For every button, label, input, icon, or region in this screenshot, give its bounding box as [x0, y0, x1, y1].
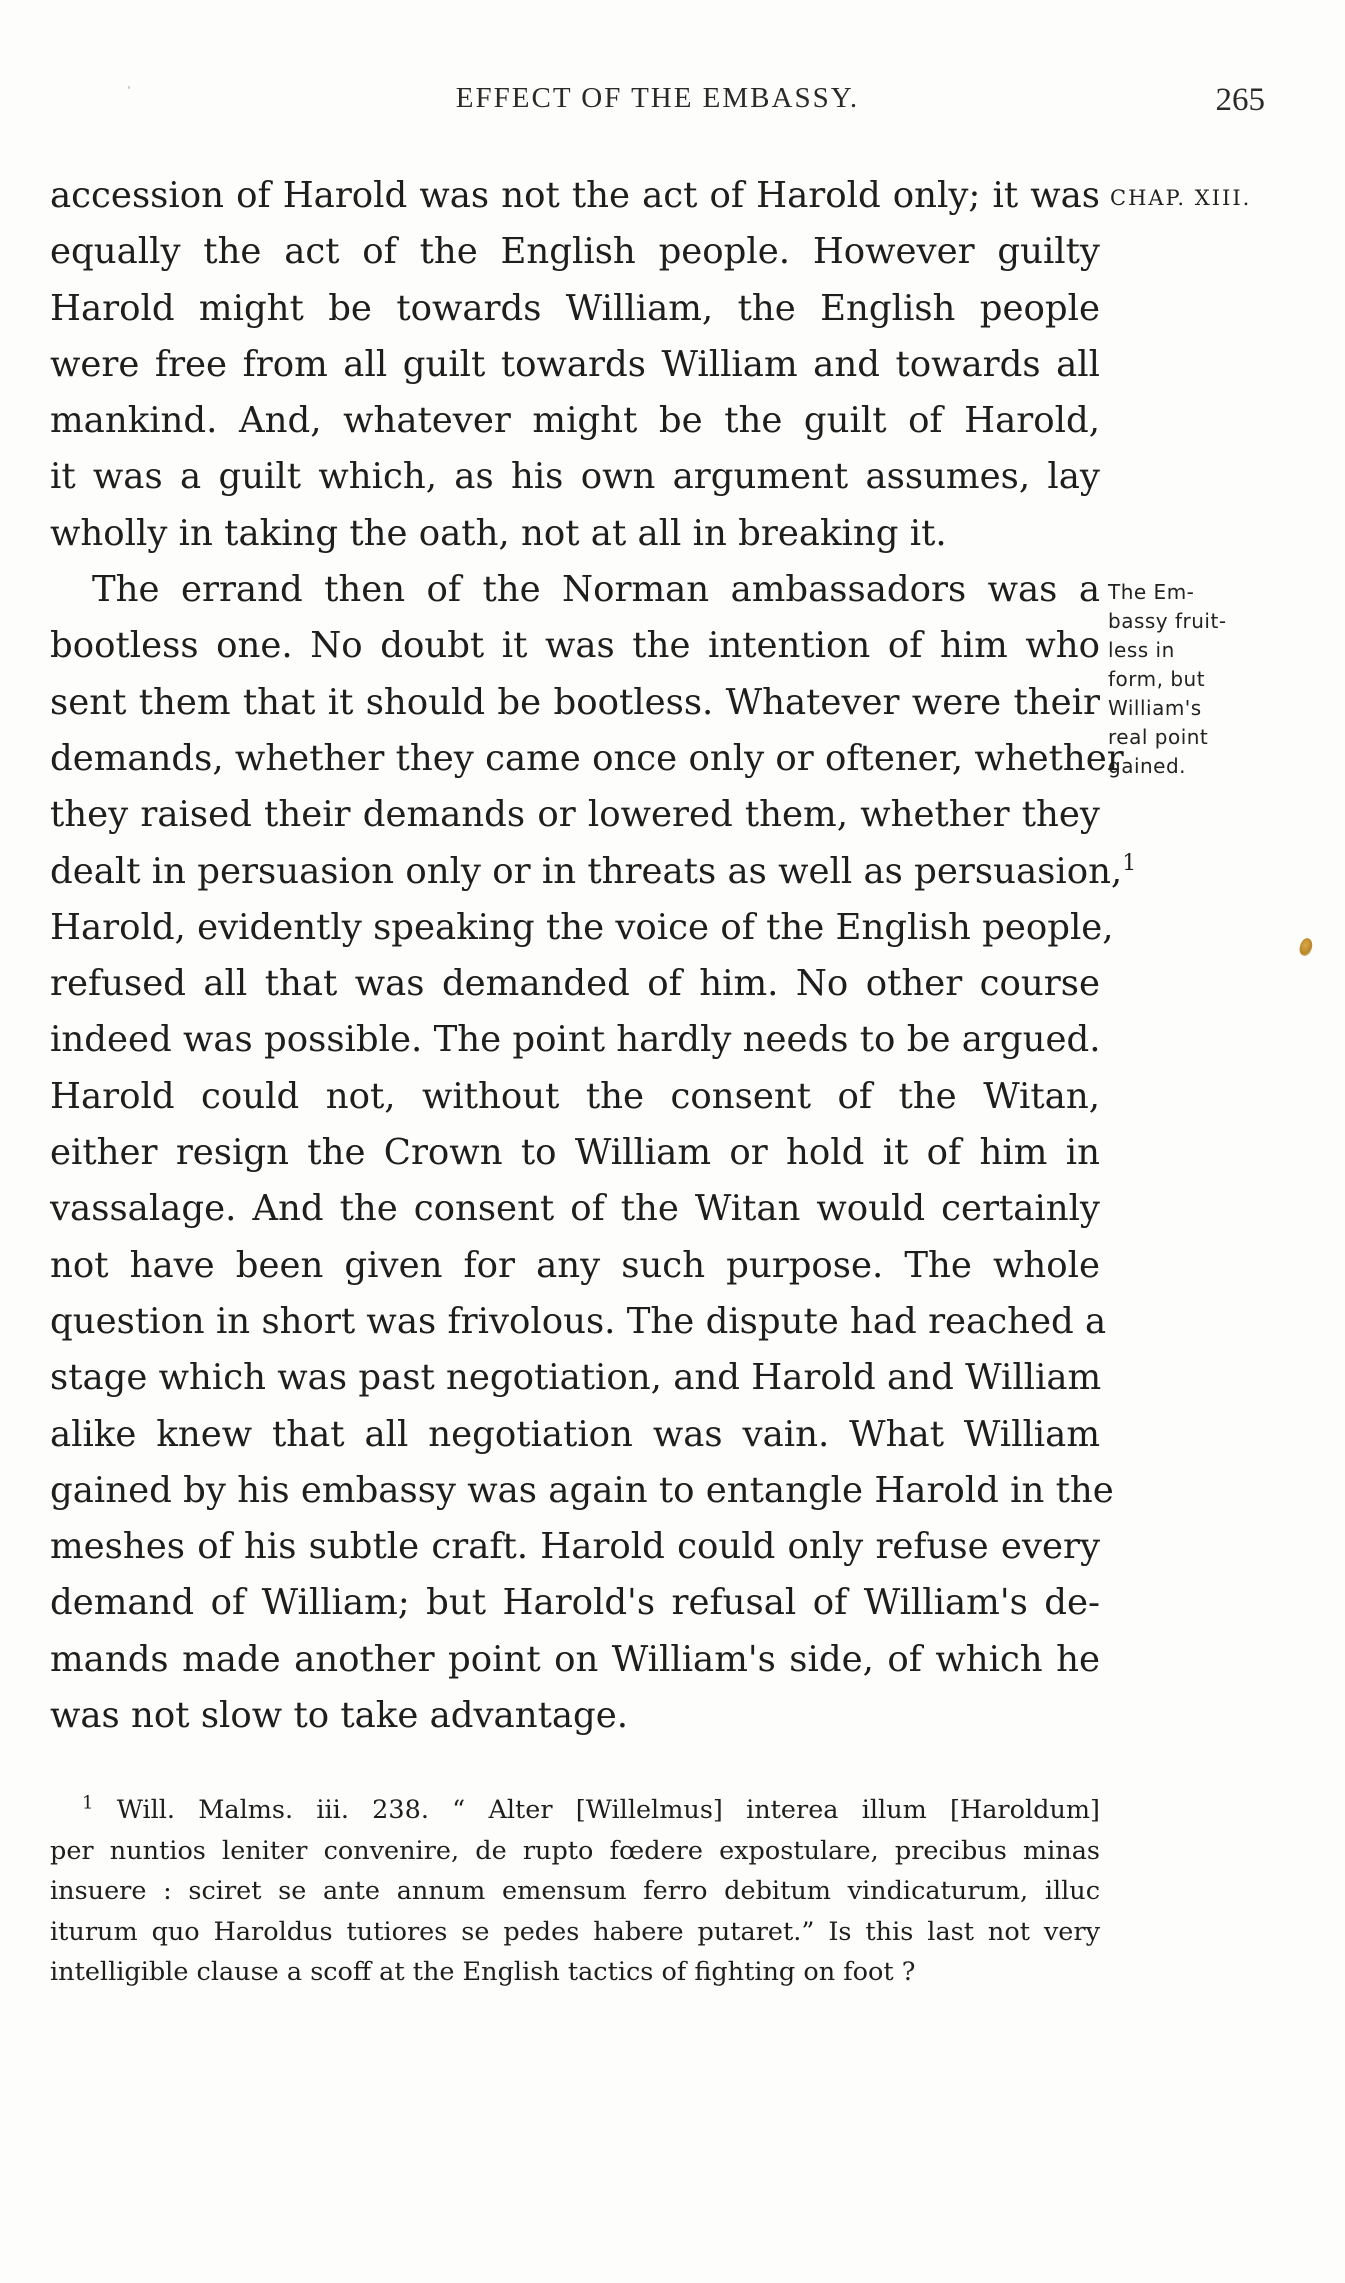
text-line-with-footnote-ref — [50, 844, 1137, 900]
text-line: were free from all guilt towards William and towards all — [50, 343, 1100, 385]
body-text — [50, 168, 1137, 1744]
chapter-marginal-note: CHAP. XIII. — [1110, 186, 1252, 210]
footnote-line: insuere : sciret se ante annum emensum ferro debitum vindicaturum, illuc — [50, 1876, 1100, 1907]
text-line: they raised their demands or lowered them, whether they — [50, 794, 1100, 836]
text-line: mands made another point on William's side, of which he — [50, 1638, 1100, 1680]
text-line: stage which was past negotiation, and Harold and William — [50, 1357, 1102, 1399]
text-line: Harold might be towards William, the English people — [50, 287, 1100, 329]
text-line: was not slow to take advantage. — [50, 1695, 629, 1737]
text-line: not have been given for any such purpose. The whole — [50, 1244, 1100, 1286]
footnote-line — [50, 1790, 1100, 1831]
running-title: EFFECT OF THE EMBASSY. — [455, 82, 860, 114]
text-line: either resign the Crown to William or hold it of him in — [50, 1132, 1100, 1174]
text-line: Harold could not, without the consent of the Witan, — [50, 1075, 1100, 1117]
sidenote-line: form, but — [1108, 667, 1206, 691]
footnote-text: Will. Malms. iii. 238. “ Alter [Willelmus] interea illum [Haroldum] — [116, 1795, 1101, 1825]
sidenote-line: William's — [1108, 696, 1202, 720]
sidenote-line: real point — [1108, 725, 1209, 749]
sidenote-line: bassy fruit- — [1108, 609, 1227, 633]
footnote-line: per nuntios leniter convenire, de rupto fœdere expostulare, precibus minas — [50, 1835, 1100, 1866]
text-line: it was a guilt which, as his own argument assumes, lay — [50, 456, 1100, 498]
footnote-marker: 1 — [82, 1792, 94, 1814]
text-line: demand of William; but Harold's refusal of William's de- — [50, 1582, 1100, 1624]
running-head — [50, 82, 1265, 132]
text-line: question in short was frivolous. The dispute had reached a — [50, 1300, 1107, 1342]
text-line: mankind. And, whatever might be the guilt of Harold, — [50, 400, 1100, 442]
text-line: accession of Harold was not the act of Harold only; it was — [50, 175, 1100, 216]
sidenote — [1108, 578, 1270, 781]
text-line: The errand then of the Norman ambassadors was a — [92, 569, 1100, 611]
footnote-line: iturum quo Haroldus tutiores se pedes habere putaret.” Is this last not very — [50, 1916, 1100, 1947]
text-line: vassalage. And the consent of the Witan would certainly — [50, 1188, 1100, 1230]
text-line: wholly in taking the oath, not at all in breaking it. — [50, 512, 947, 554]
text-line: demands, whether they came once only or oftener, whether — [50, 737, 1124, 779]
page-number: 265 — [1215, 82, 1265, 118]
sidenote-line: The Em- — [1108, 580, 1195, 604]
text-line: refused all that was demanded of him. No other course — [50, 963, 1100, 1005]
text-line: indeed was possible. The point hardly needs to be argued. — [50, 1019, 1101, 1061]
text-line: alike knew that all negotiation was vain. What William — [50, 1413, 1100, 1455]
ink-spot — [1297, 936, 1314, 957]
sidenote-line: less in — [1108, 638, 1175, 662]
footnote-reference: 1 — [1122, 850, 1137, 876]
text-line: dealt in persuasion only or in threats as well as persuasion, — [50, 850, 1123, 892]
text-line: Harold, evidently speaking the voice of the English people, — [50, 906, 1114, 948]
text-line: equally the act of the English people. However guilty — [50, 231, 1100, 273]
text-line: bootless one. No doubt it was the intention of him who — [50, 625, 1100, 667]
text-line: gained by his embassy was again to entangle Harold in the — [50, 1469, 1114, 1511]
text-line: sent them that it should be bootless. Whatever were their — [50, 681, 1100, 723]
footnote — [50, 1790, 1100, 1993]
footnote-line: intelligible clause a scoff at the English tactics of fighting on foot ? — [50, 1957, 916, 1988]
text-line: meshes of his subtle craft. Harold could only refuse every — [50, 1526, 1100, 1568]
sidenote-line: gained. — [1108, 754, 1187, 778]
